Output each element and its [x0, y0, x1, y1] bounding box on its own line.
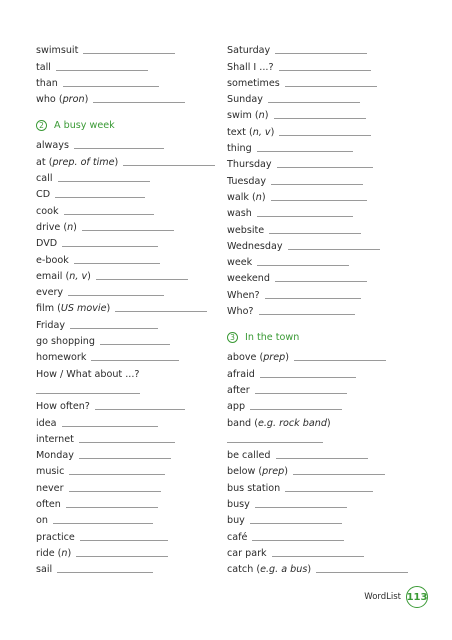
section-title: A busy week: [54, 119, 115, 131]
entry-text: text: [227, 126, 246, 138]
spacer: [227, 317, 407, 327]
entry-word: [36, 434, 74, 445]
write-in-line[interactable]: [293, 474, 385, 475]
write-in-line[interactable]: [95, 409, 185, 410]
wordlist-entry: [227, 89, 407, 105]
wordlist-entry: [227, 396, 407, 412]
wordlist-entry: [227, 236, 407, 252]
entry-text: week: [227, 257, 253, 269]
wordlist-entry: [36, 396, 210, 412]
entry-text: drive: [36, 221, 61, 233]
entry-word: [36, 78, 58, 89]
wordlist-entry: [227, 380, 407, 396]
wordlist-entry: [36, 314, 210, 330]
wordlist-entry: [36, 494, 210, 510]
entry-text: always: [36, 140, 69, 152]
wordlist-entry: [36, 559, 210, 575]
page-number: 113: [406, 586, 428, 608]
wordlist-entry: [36, 40, 210, 56]
entry-qualifier: prep: [263, 352, 286, 364]
spacer: [36, 105, 210, 115]
wordlist-entry: [227, 445, 407, 461]
write-in-line[interactable]: [252, 540, 344, 541]
wordlist-entry: [227, 73, 407, 89]
entry-text: Friday: [36, 319, 66, 331]
wordlist-entry: [36, 266, 210, 282]
wordlist-entry: [36, 331, 210, 347]
write-in-line[interactable]: [250, 523, 342, 524]
write-in-line[interactable]: [276, 458, 368, 459]
write-in-line[interactable]: [277, 167, 373, 168]
write-in-line[interactable]: [257, 265, 349, 266]
entry-word: [227, 208, 252, 219]
write-in-line[interactable]: [271, 184, 363, 185]
wordlist-entry: [227, 219, 407, 235]
wordlist-entry: [36, 217, 210, 233]
entry-text: at: [36, 156, 46, 168]
write-in-line[interactable]: [257, 151, 353, 152]
entry-word: email (n, v): [36, 270, 91, 282]
entry-word: [227, 78, 280, 89]
write-in-line[interactable]: [271, 200, 367, 201]
write-in-line[interactable]: [57, 572, 153, 573]
wordlist-entry: [36, 298, 210, 314]
entry-text: who: [36, 94, 56, 106]
entry-text: homework: [36, 352, 87, 364]
section-title: In the town: [245, 331, 300, 343]
footer-label: WordList: [364, 592, 401, 602]
entry-word: [227, 515, 245, 526]
wordlist-entry: [227, 494, 407, 510]
write-in-line[interactable]: [123, 165, 215, 166]
entry-text: Tuesday: [227, 175, 267, 187]
entry-text: Wednesday: [227, 240, 283, 252]
wordlist-entry: [227, 203, 407, 219]
entry-text: be called: [227, 450, 271, 462]
wordlist-entry: [227, 363, 407, 379]
entry-text: Thursday: [227, 159, 272, 171]
wordlist-entry: [36, 461, 210, 477]
write-in-line[interactable]: [91, 360, 179, 361]
wordlist-entry: [227, 268, 407, 284]
entry-text: app: [227, 401, 246, 413]
entry-text: thing: [227, 143, 252, 155]
write-in-line[interactable]: [279, 70, 371, 71]
entry-text: afraid: [227, 368, 255, 380]
entry-word: [36, 255, 69, 266]
write-in-line[interactable]: [294, 360, 386, 361]
entry-qualifier: e.g. a bus: [260, 564, 308, 576]
entry-word: [227, 306, 254, 317]
entry-text: internet: [36, 433, 74, 445]
write-in-line[interactable]: [93, 102, 185, 103]
entry-text: Shall I ...?: [227, 61, 274, 73]
wordlist-entry: [227, 138, 407, 154]
entry-text: than: [36, 77, 58, 89]
wordlist-entry: [227, 154, 407, 170]
entry-word: [227, 176, 266, 187]
wordlist-entry: [227, 40, 407, 56]
entry-word: [227, 401, 245, 412]
entry-word: swim (n): [227, 110, 269, 122]
entry-word: [36, 238, 57, 249]
entry-word: [36, 401, 90, 412]
entry-word: [36, 173, 53, 184]
write-in-line[interactable]: [250, 409, 342, 410]
write-in-line[interactable]: [100, 344, 170, 345]
entry-word: [36, 336, 95, 347]
entry-text: cook: [36, 205, 59, 217]
entry-text: café: [227, 531, 248, 543]
write-in-line[interactable]: [274, 118, 366, 119]
write-in-line[interactable]: [66, 507, 158, 508]
write-in-line[interactable]: [260, 377, 356, 378]
wordlist-entry: [227, 543, 407, 559]
entry-text: after: [227, 384, 250, 396]
entry-qualifier: e.g. rock band: [257, 417, 327, 429]
entry-word: [36, 140, 69, 151]
entry-word: walk (n): [227, 191, 266, 203]
entry-word: [227, 241, 283, 252]
entry-text: wash: [227, 208, 252, 220]
write-in-line[interactable]: [285, 491, 373, 492]
entry-text: music: [36, 466, 65, 478]
entry-word: [227, 385, 250, 396]
entry-text: swim: [227, 110, 252, 122]
entry-word: text (n, v): [227, 126, 275, 138]
entry-word: drive (n): [36, 221, 77, 233]
entry-word: at (prep. of time): [36, 156, 119, 168]
wordlist-entry: [227, 105, 407, 121]
entry-word: film (US movie): [36, 303, 111, 315]
write-in-line[interactable]: [269, 233, 361, 234]
wordlist-entry: [36, 200, 210, 216]
entry-qualifier: prep. of time: [52, 156, 115, 168]
entry-text: bus station: [227, 482, 281, 494]
entry-text: above: [227, 352, 257, 364]
wordlist-entry: [36, 233, 210, 249]
write-in-line[interactable]: [275, 53, 367, 54]
section-number-badge: 2: [36, 120, 47, 131]
write-in-line[interactable]: [74, 263, 160, 264]
entry-text: film: [36, 303, 55, 315]
write-in-line[interactable]: [62, 246, 158, 247]
entry-text: car park: [227, 547, 267, 559]
blank-write-line-row: [227, 429, 407, 445]
entry-word: [36, 320, 65, 331]
section-heading: [227, 327, 407, 347]
wordlist-entry: [36, 477, 210, 493]
entry-word: [227, 450, 271, 461]
entry-qualifier: n, v: [69, 270, 88, 282]
entry-text: swimsuit: [36, 45, 79, 57]
page-footer: [364, 586, 428, 608]
entry-text: often: [36, 499, 61, 511]
write-in-line[interactable]: [80, 540, 168, 541]
write-in-line[interactable]: [288, 249, 380, 250]
write-in-line[interactable]: [69, 491, 161, 492]
wordlist-entry: [227, 412, 407, 428]
entry-word: [227, 548, 267, 559]
wordlist-entry: [36, 168, 210, 184]
write-in-line[interactable]: [275, 281, 367, 282]
write-in-line[interactable]: [268, 102, 360, 103]
wordlist-entry: [36, 135, 210, 151]
entry-word: [36, 483, 64, 494]
write-in-line[interactable]: [255, 393, 347, 394]
wordlist-entry: [36, 445, 210, 461]
entry-word: below (prep): [227, 466, 288, 478]
entry-text: call: [36, 173, 53, 185]
wordlist-entry: [227, 187, 407, 203]
entry-qualifier: n, v: [252, 126, 271, 138]
entry-qualifier: pron: [62, 94, 85, 106]
wordlist-entry: [227, 461, 407, 477]
wordlist-entry: [227, 252, 407, 268]
entry-text: practice: [36, 531, 75, 543]
entry-text: Sunday: [227, 94, 263, 106]
write-in-line[interactable]: [56, 70, 148, 71]
wordlist-entry: [36, 151, 210, 167]
entry-text: band: [227, 417, 252, 429]
entry-text: website: [227, 224, 265, 236]
entry-text: How often?: [36, 401, 90, 413]
entry-word: catch (e.g. a bus): [227, 564, 312, 576]
wordlist-entry: [36, 249, 210, 265]
entry-word: [227, 45, 270, 56]
wordlist-entry: [36, 184, 210, 200]
entry-text: e-book: [36, 254, 69, 266]
entry-text: tall: [36, 61, 51, 73]
entry-text: below: [227, 466, 256, 478]
wordlist-entry: [36, 526, 210, 542]
wordlist-entry: [36, 89, 210, 105]
blank-write-line-row: [36, 380, 210, 396]
write-in-line[interactable]: [70, 328, 158, 329]
entry-text: idea: [36, 417, 57, 429]
write-in-line[interactable]: [279, 135, 371, 136]
entry-word: [36, 418, 57, 429]
write-in-line[interactable]: [79, 458, 171, 459]
wordlist-entry: [227, 510, 407, 526]
entry-word: [227, 159, 272, 170]
write-in-line[interactable]: [53, 523, 153, 524]
entry-text: ride: [36, 547, 55, 559]
entry-word: [36, 352, 86, 363]
write-in-line[interactable]: [255, 507, 347, 508]
write-in-line[interactable]: [316, 572, 408, 573]
entry-word: [36, 206, 59, 217]
wordlist-entry: [36, 73, 210, 89]
write-in-line[interactable]: [69, 474, 165, 475]
entry-word: [227, 143, 252, 154]
entry-qualifier: US movie: [60, 303, 107, 315]
entry-word: [36, 450, 74, 461]
write-in-line[interactable]: [285, 86, 377, 87]
entry-text: never: [36, 482, 64, 494]
entry-word: [227, 532, 247, 543]
wordlist-entry: [227, 56, 407, 72]
entry-word: [36, 45, 78, 56]
section-heading: [36, 115, 210, 135]
entry-word: [227, 225, 264, 236]
wordlist-entry: [36, 282, 210, 298]
write-in-line[interactable]: [265, 298, 361, 299]
entry-text: Monday: [36, 450, 74, 462]
entry-word: [227, 257, 252, 268]
wordlist-entry: [227, 347, 407, 363]
entry-word: ride (n): [36, 547, 72, 559]
entry-text: Who?: [227, 306, 254, 318]
entry-text: every: [36, 287, 64, 299]
wordlist-entry: [227, 559, 407, 575]
entry-text: sometimes: [227, 77, 280, 89]
entry-word: who (pron): [36, 94, 89, 106]
entry-text: Saturday: [227, 45, 271, 57]
entry-text: walk: [227, 191, 249, 203]
entry-word: [36, 369, 140, 380]
entry-word: [227, 62, 274, 73]
write-in-line[interactable]: [96, 279, 188, 280]
wordlist-entry: [36, 429, 210, 445]
entry-word: band (e.g. rock band): [227, 417, 331, 429]
wordlist-entry: [36, 412, 210, 428]
entry-word: [227, 483, 280, 494]
entry-text: sail: [36, 564, 53, 576]
entry-text: on: [36, 515, 48, 527]
wordlist-entry: [36, 56, 210, 72]
wordlist-entry: [227, 121, 407, 137]
entry-text: weekend: [227, 273, 270, 285]
entry-word: [227, 290, 260, 301]
write-in-line[interactable]: [62, 426, 158, 427]
entry-word: [36, 62, 51, 73]
entry-text: DVD: [36, 238, 58, 250]
entry-word: [36, 564, 52, 575]
entry-word: [36, 189, 50, 200]
wordlist-entry: [227, 477, 407, 493]
write-in-line[interactable]: [83, 53, 175, 54]
entry-text: email: [36, 270, 63, 282]
entry-text: How / What about ...?: [36, 368, 140, 380]
write-in-line[interactable]: [272, 556, 364, 557]
entry-text: buy: [227, 515, 245, 527]
write-in-line[interactable]: [63, 86, 159, 87]
wordlist-entry: [36, 347, 210, 363]
write-in-line[interactable]: [55, 197, 145, 198]
wordlist-entry: [227, 170, 407, 186]
write-in-line[interactable]: [36, 393, 140, 394]
wordlist-entry: [227, 526, 407, 542]
write-in-line[interactable]: [68, 295, 164, 296]
entry-qualifier: prep: [262, 466, 285, 478]
write-in-line[interactable]: [115, 311, 207, 312]
write-in-line[interactable]: [82, 230, 174, 231]
write-in-line[interactable]: [64, 214, 154, 215]
write-in-line[interactable]: [58, 181, 150, 182]
write-in-line[interactable]: [76, 556, 168, 557]
write-in-line[interactable]: [257, 216, 353, 217]
entry-text: catch: [227, 564, 254, 576]
entry-text: When?: [227, 289, 260, 301]
entry-word: [36, 466, 64, 477]
section-number-badge: 3: [227, 332, 238, 343]
entry-word: [227, 369, 255, 380]
entry-word: [227, 94, 263, 105]
entry-word: [36, 499, 61, 510]
entry-qualifier: n: [255, 191, 262, 203]
entry-text: busy: [227, 499, 250, 511]
entry-text: go shopping: [36, 336, 95, 348]
entry-word: [36, 287, 63, 298]
entry-word: above (prep): [227, 352, 289, 364]
entry-word: [227, 499, 250, 510]
write-in-line[interactable]: [74, 148, 164, 149]
entry-word: [36, 515, 48, 526]
entry-word: [227, 273, 270, 284]
wordlist-entry: [36, 543, 210, 559]
entry-qualifier: n: [258, 110, 265, 122]
wordlist-entry: [36, 510, 210, 526]
wordlist-entry: [36, 363, 210, 379]
entry-qualifier: n: [61, 547, 68, 559]
entry-qualifier: n: [67, 221, 74, 233]
entry-text: CD: [36, 189, 51, 201]
write-in-line[interactable]: [227, 442, 323, 443]
entry-word: [36, 532, 75, 543]
write-in-line[interactable]: [79, 442, 175, 443]
right-column: [227, 40, 407, 575]
wordlist-entry: [227, 301, 407, 317]
wordlist-entry: [227, 284, 407, 300]
left-column: [36, 40, 210, 575]
write-in-line[interactable]: [259, 314, 355, 315]
